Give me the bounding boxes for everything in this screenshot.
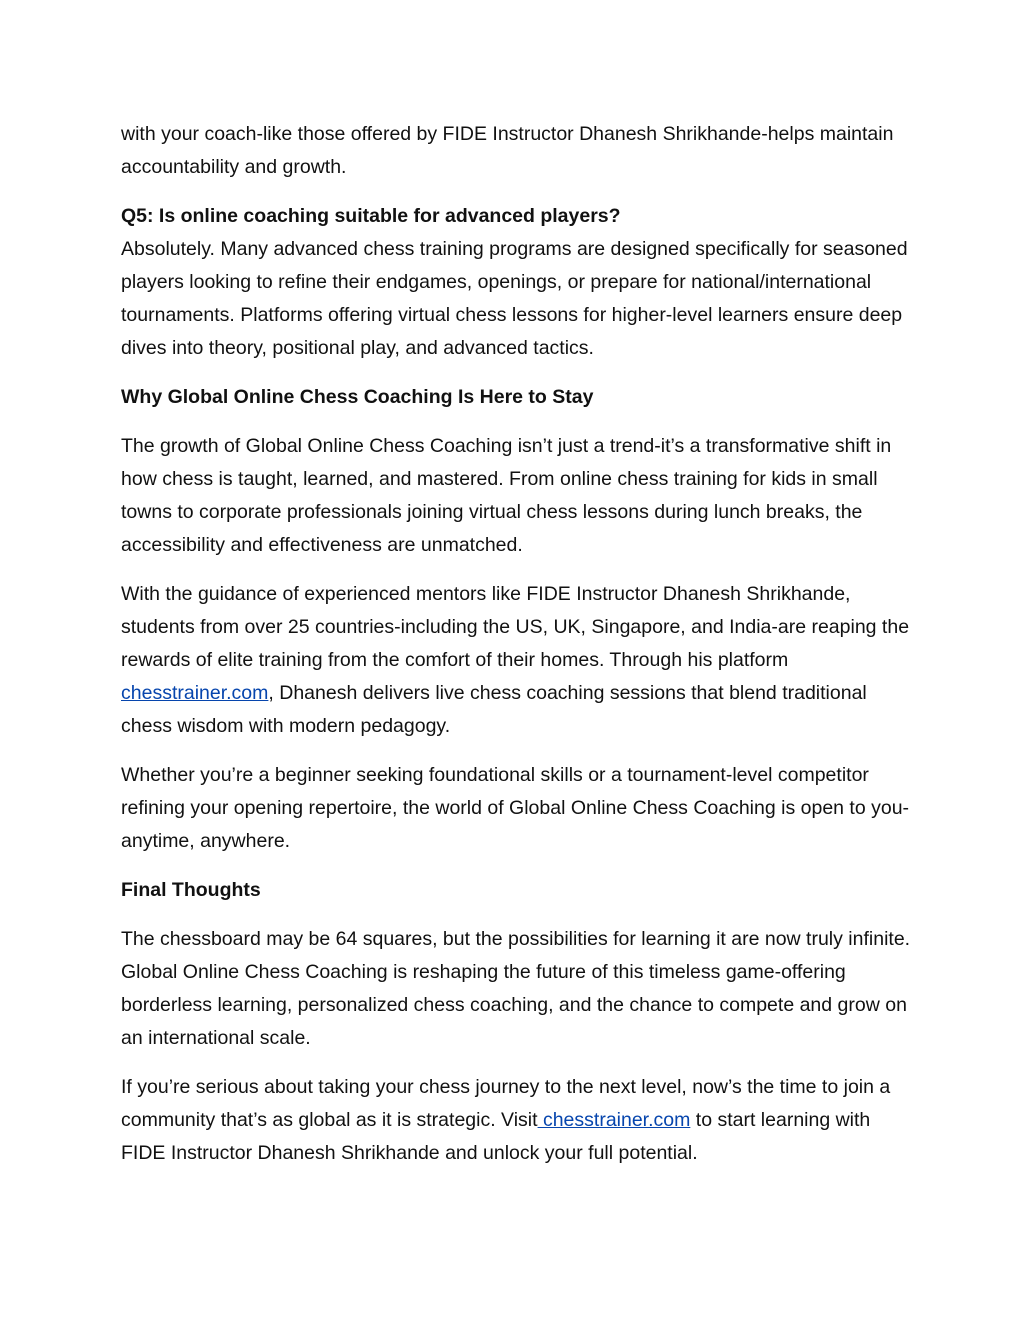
intro-paragraph: with your coach-like those offered by FIDE Instructor Dhanesh Shrikhande-helps maintain accountability and growth. — [121, 123, 894, 178]
final-paragraph-2-text-end: to start learning with FIDE Instructor Dhanesh Shrikhande and unlock your full potential. — [121, 1109, 871, 1164]
final-paragraph-2 — [121, 1071, 911, 1170]
section-heading-final: Final Thoughts — [121, 879, 261, 901]
document-page — [121, 118, 911, 1186]
faq-q5-answer: Absolutely. Many advanced chess training programs are designed specifically for seasoned players looking to refine their endgames, openings, or prepare for national/international tournaments. Platforms offering virtual chess lessons for higher-level learners ensure deep dives into theory, positional play, and advanced tactics. — [121, 238, 908, 359]
why-paragraph-3: Whether you’re a beginner seeking foundational skills or a tournament-level competitor refining your opening repertoire, the world of Global Online Chess Coaching is open to you-anytime, anywhere. — [121, 764, 910, 852]
why-paragraph-1: The growth of Global Online Chess Coaching isn’t just a trend-it’s a transformative shift in how chess is taught, learned, and mastered. From online chess training for kids in small towns to corporate professionals joining virtual chess lessons during lunch breaks, the accessibility and effectiveness are unmatched. — [121, 435, 892, 556]
why-paragraph-2-text-end: , Dhanesh delivers live chess coaching sessions that blend traditional chess wisdom with modern pedagogy. — [121, 682, 867, 737]
final-paragraph-1: The chessboard may be 64 squares, but the possibilities for learning it are now truly infinite. Global Online Chess Coaching is reshaping the future of this timeless game-offering borderless learning, personalized chess coaching, and the chance to compete and grow on an international scale. — [121, 928, 911, 1049]
final-paragraph-2-text-start: If you’re serious about taking your chess journey to the next level, now’s the time to join a community that’s as global as it is strategic. Visit — [121, 1076, 891, 1131]
why-paragraph-2-text-start: With the guidance of experienced mentors like FIDE Instructor Dhanesh Shrikhande, students from over 25 countries-including the US, UK, Singapore, and India-are reaping the rewards of elite training from the comfort of their homes. Through his platform — [121, 583, 910, 671]
faq-q5-question: Q5: Is online coaching suitable for advanced players? — [121, 205, 621, 227]
why-paragraph-2 — [121, 578, 911, 743]
section-heading-why: Why Global Online Chess Coaching Is Here to Stay — [121, 386, 594, 408]
chesstrainer-link-visit[interactable]: chesstrainer.com — [537, 1109, 691, 1131]
faq-q5 — [121, 200, 911, 365]
chesstrainer-link[interactable]: chesstrainer.com — [121, 682, 269, 704]
